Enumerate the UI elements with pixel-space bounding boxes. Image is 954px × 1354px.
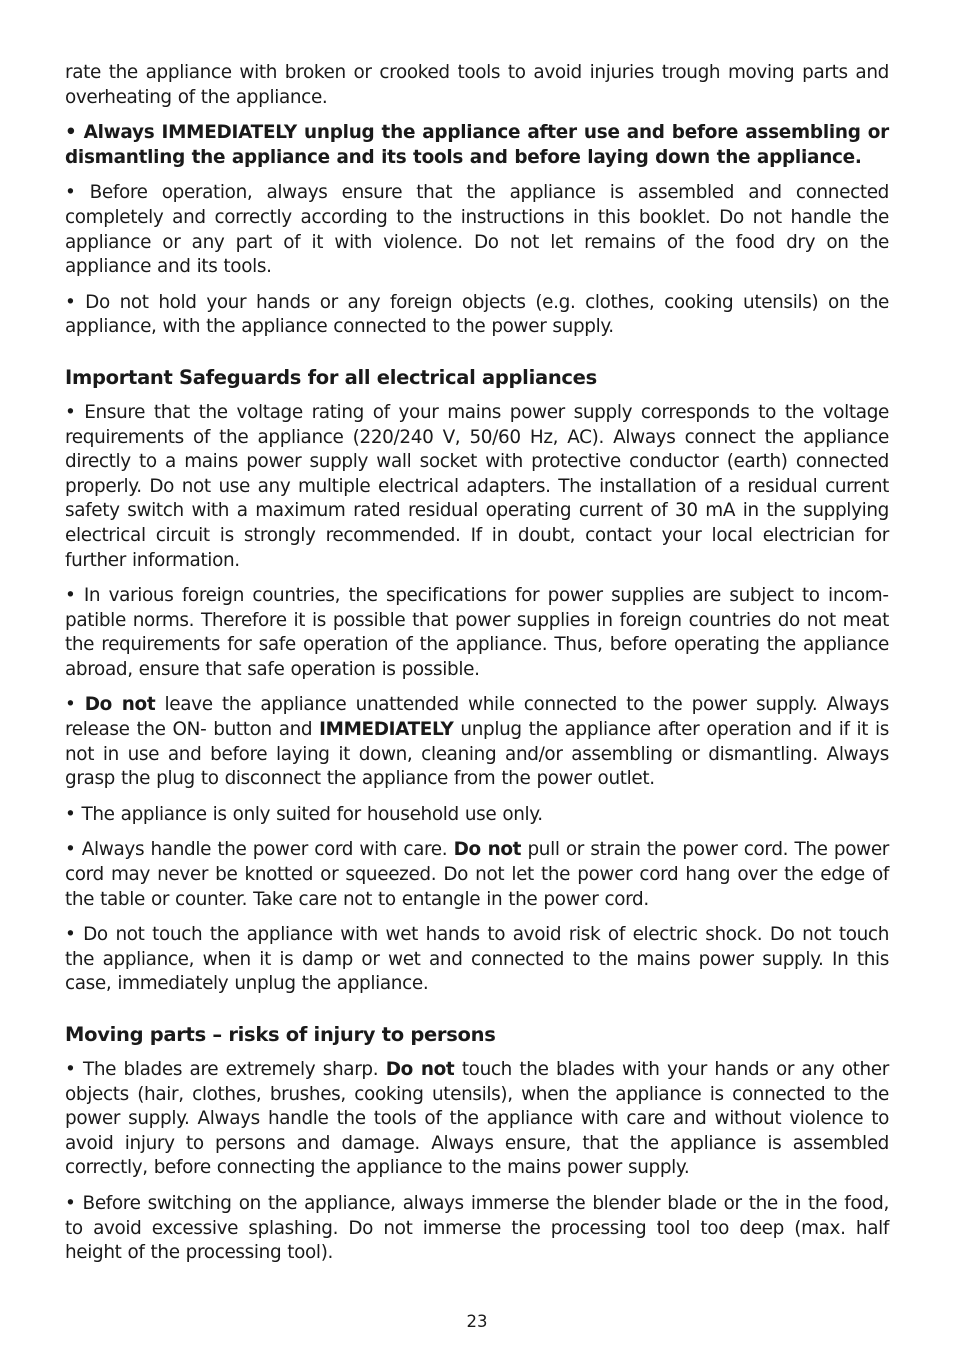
page-number: 23 [466,1312,488,1331]
unattended-paragraph [65,693,889,791]
voltage-rating-paragraph: • Ensure that the voltage rating of your mains power supply corresponds to the voltage requirements of the appliance (220/240 V, 50/60 Hz, AC). Always connect the appliance directly to a mains power supply wall socket with protective conductor (earth) connected properly. Do not use any multiple electrical adapters. The installation of a residual current safety switch with a maximum rated residual operating current of 30 mA in the supplying electrical circuit is strongly recommended. If in doubt, contact your local electrician for further information. [65,401,889,571]
unattended-text-2: unplug the appliance after operation and if it is not in use and before laying it down, cleaning and/or assembling or dismantling. Always grasp the plug to disconnect the appliance from the power outlet. [65,719,889,790]
blades-paragraph [65,1058,889,1181]
assembly-check-paragraph: • Before operation, always ensure that the appliance is assembled and connected completely and correctly according to the instructions in this booklet. Do not handle the appliance or any part of it with violence. Do not let remains of the food dry on the appliance and its tools. [65,182,889,278]
power-cord-paragraph [65,838,889,912]
household-use-paragraph: • The appliance is only suited for household use only. [65,803,543,825]
foreign-countries-paragraph: • In various foreign countries, the specifications for power supplies are subject to incompatible norms. Therefore it is possible that power supplies in foreign countries do not meat the requirements for safe operation of the appliance. Thus, before operating the appliance abroad, ensure that safe operation is possible. [65,585,889,680]
do-not-emphasis: Do not [453,839,522,861]
moving-parts-heading: Moving parts – risks of injury to persons [65,1023,496,1046]
foreign-objects-paragraph: • Do not hold your hands or any foreign objects (e.g. clothes, cooking utensils) on the appliance, with the appliance connected to the power supply. [65,291,889,338]
do-not-emphasis: Do not [385,1059,455,1080]
blades-text-1: • The blades are extremely sharp. [65,1059,386,1080]
immediately-emphasis: IMMEDIATELY [319,719,454,741]
power-cord-text-2: pull or strain the power cord. The power cord may never be knotted or squeezed. Do not let the power cord hang over the edge of the table or counter. Take care not to entangle in the power cord. [65,839,890,910]
electrical-safeguards-heading: Important Safeguards for all electrical appliances [65,365,597,389]
unplug-warning-paragraph: • Always IMMEDIATELY unplug the appliance after use and before assembling or dismantling the appliance and its tools and before laying down the appliance. [65,122,889,168]
bullet: • [65,694,85,716]
document-page [65,61,889,1277]
blades-text-2: touch the blades with your hands or any other objects (hair, clothes, brushes, cooking utensils), when the appliance is connected to the power supply. Always handle the tools of the appliance with care and without violence to avoid injury to persons and damage. Always ensure, that the appliance is assembled correctly, before connecting the appliance to the mains power supply. [65,1059,889,1179]
wet-hands-paragraph: • Do not touch the appliance with wet hands to avoid risk of electric shock. Do not touch the appliance, when it is damp or wet and connected to the mains power supply. In this case, immediately unplug the appliance. [65,924,889,995]
do-not-emphasis: Do not [84,694,156,716]
unattended-text-1: leave the appliance unattended while connected to the power supply. Always release the ON- button and [65,694,889,741]
intro-paragraph-continuation: rate the appliance with broken or crooked tools to avoid injuries trough moving parts and overheating of the appliance. [65,62,889,108]
power-cord-text-1: • Always handle the power cord with care. [65,839,454,861]
immerse-blade-paragraph: • Before switching on the appliance, always immerse the blender blade or the in the food, to avoid excessive splashing. Do not immerse the processing tool too deep (max. half height of the processing tool). [65,1192,889,1264]
